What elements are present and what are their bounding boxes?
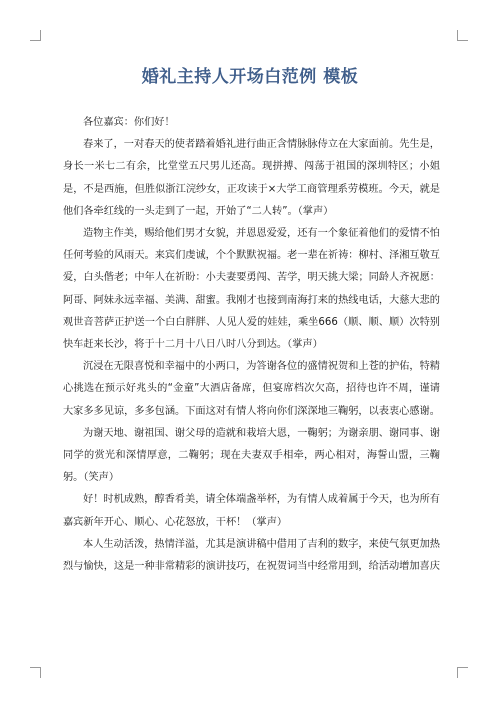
document-body: [63, 112, 440, 578]
page-corner-mark-bottom-left: [30, 667, 41, 678]
page-corner-mark-bottom-right: [457, 667, 468, 678]
paragraph: 本人生动活泼，热情洋溢，尤其是演讲稿中借用了吉利的数字，来使气氛更加热烈与愉快，这是一种非常精彩的演讲技巧，在祝贺词当中经常用到，给活动增加喜庆: [63, 538, 440, 573]
paragraph: 好！时机成熟，醇香肴美，请全体端盏举杯，为有情人成着属于今天，也为所有嘉宾新年开心、顺心、心花怒放，干杯！（掌声）: [63, 494, 440, 528]
paragraph: 春来了，一对春天的使者踏着婚礼进行曲正含情脉脉侍立在大家面前。先生是，身长一米七二有余，比堂堂五尺男儿还高。现拼搏、闯荡于祖国的深圳特区；小姐是，不是西施，但胜似浙江浣纱女，正攻读于×大学工商管理系劳模班。今天，就是他们各牵红线的一头走到了一起，开始了“二人转”。（掌声）: [63, 139, 440, 217]
paragraph: 为谢天地、谢祖国、谢父母的造就和栽培大恩，一鞠躬；为谢亲朋、谢同事、谢同学的赏光和深情厚意，二鞠躬；现在夫妻双手相牵，两心相对，海誓山盟，三鞠躬。（笑声）: [63, 427, 440, 484]
page-corner-mark-top-left: [30, 30, 41, 41]
paragraph: 造物主作美，赐给他们男才女貌，并恩恩爱爱，还有一个象征着他们的爱情不怕任何考验的风雨天。来宾们虔诚，个个默默祝福。老一辈在祈祷：柳村、泽湘互敬互爱，白头偕老；中年人在祈盼：小夫妻要勇闯、苦学，明天挑大梁；同龄人齐祝愿：阿哥、阿妹永远幸福、美满、甜蜜。我刚才也接到南海打来的热线电话，大慈大悲的观世音菩萨正护送一个白白胖胖、人见人爱的娃娃，乘坐666（顺、顺、顺）次特别快车赶来长沙，将于十二月十八日八时八分到达。（掌声）: [63, 228, 440, 351]
paragraph-greeting: 各位嘉宾：你们好！: [83, 117, 175, 128]
page-corner-mark-top-right: [457, 30, 468, 41]
document-title: 婚礼主持人开场白范例 模板: [141, 67, 359, 87]
paragraph: 沉浸在无限喜悦和幸福中的小两口，为答谢各位的盛情祝贺和上苍的护佑，特精心挑选在预示好兆头的“金童”大酒店备席，但宴席档次欠高，招待也许不周，谨请大家多多见谅，多多包涵。下面这对有情人将向你们深深地三鞠躬，以表衷心感谢。: [63, 361, 440, 417]
